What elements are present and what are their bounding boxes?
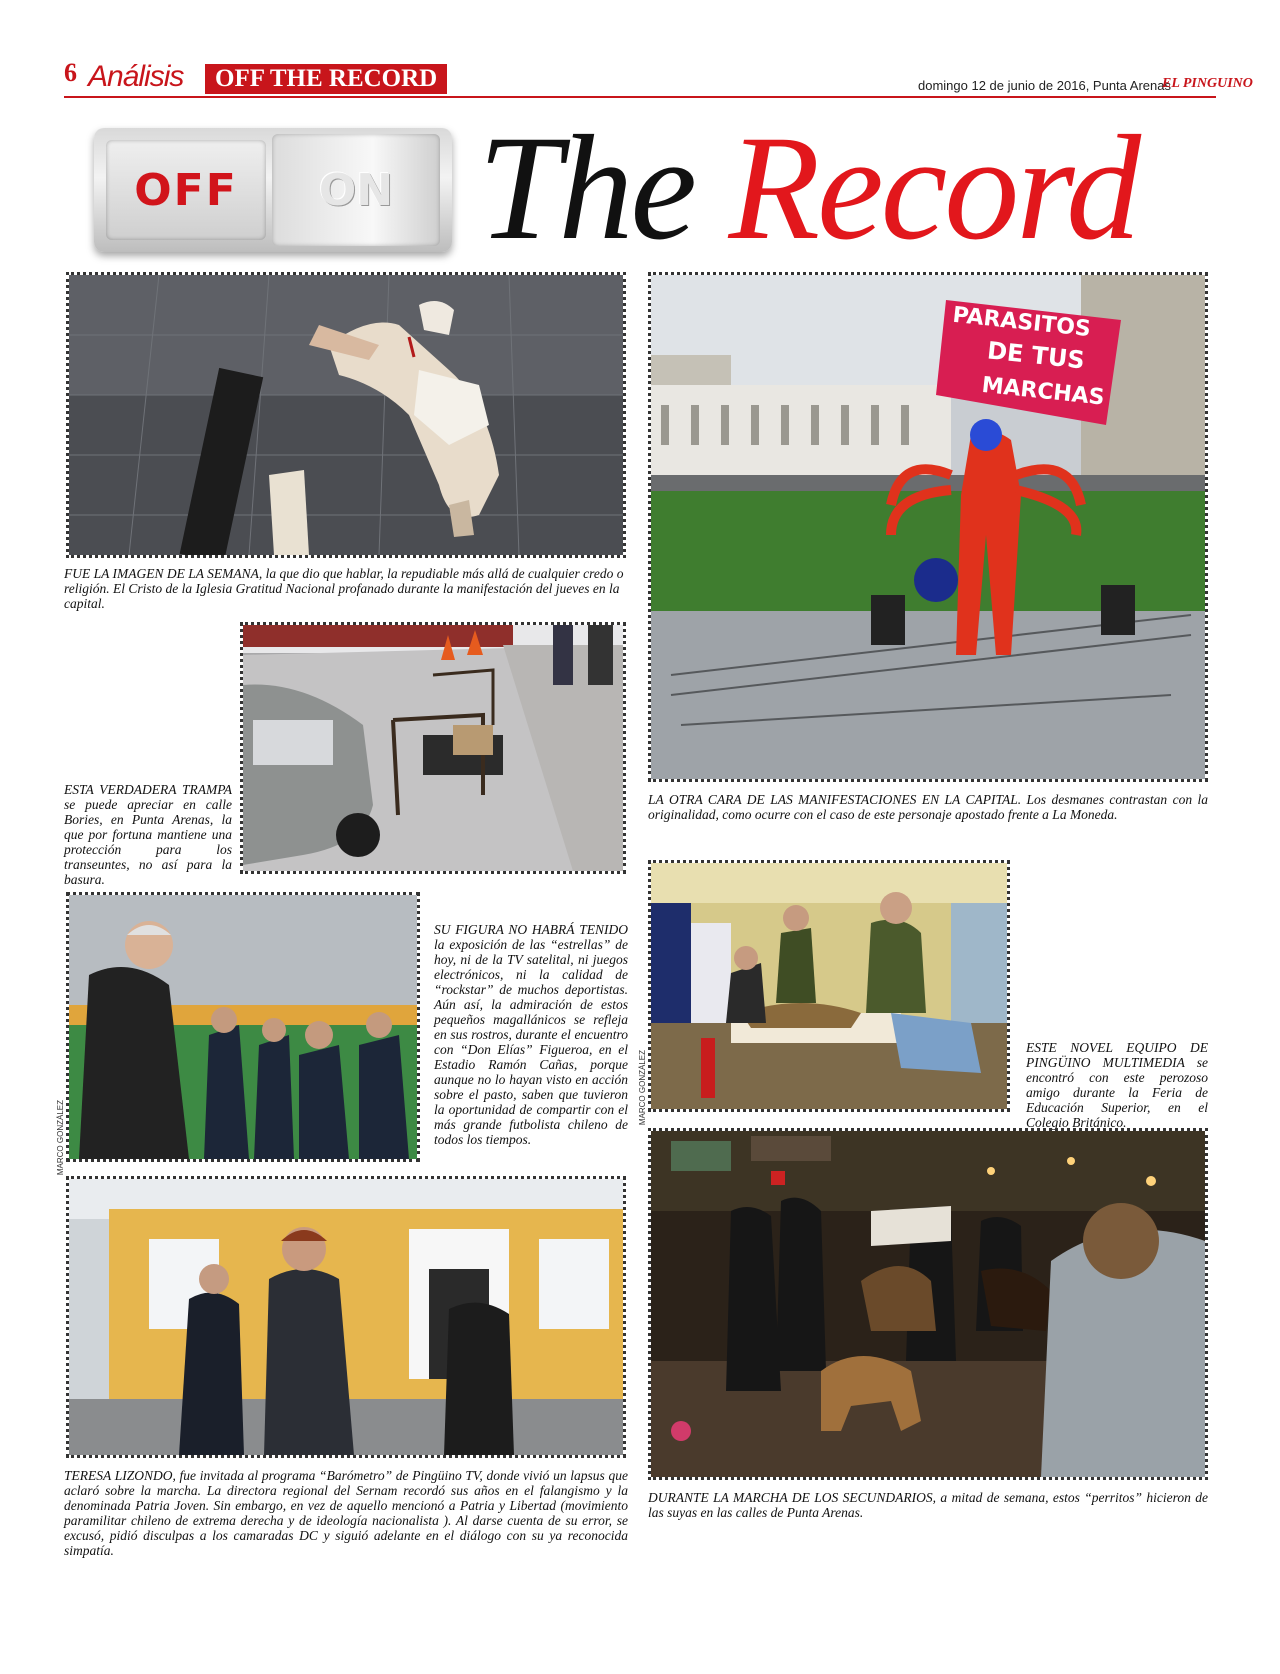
teresa-lizondo-image <box>69 1179 623 1455</box>
feria-educacion-image <box>651 863 1007 1109</box>
title-record: Record <box>728 105 1139 271</box>
photo-teresa-lizondo <box>66 1176 626 1458</box>
cristo-image <box>69 275 623 555</box>
trampa-image <box>243 625 623 871</box>
sign-text-line2: DE TUS <box>985 336 1087 375</box>
title-the: The <box>478 105 694 271</box>
photo-feria-educacion <box>648 860 1010 1112</box>
switch-off-label: OFF <box>106 140 266 240</box>
section-name: Análisis <box>88 60 184 93</box>
elias-figueroa-image <box>69 895 417 1159</box>
trampa-caption: ESTA VERDADERA TRAMPA se puede apreciar en calle Bories, en Punta Arenas, la que por fortuna mantiene una protección para los transeuntes, no así para la basura. <box>64 782 232 887</box>
sign-text-line3: MARCHAS <box>980 372 1106 411</box>
switch-on-label: ON <box>272 134 440 246</box>
cristo-caption: FUE LA IMAGEN DE LA SEMANA, la que dio que hablar, la repudiable más allá de cualquier credo o religión. El Cristo de la Iglesia Gratitud Nacional profanado durante la manifestación del jueves en la capital. <box>64 566 624 611</box>
perritos-marcha-caption: DURANTE LA MARCHA DE LOS SECUNDARIOS, a mitad de semana, estos “perritos” hicieron de las suyas en las calles de Punta Arenas. <box>648 1490 1208 1520</box>
section-tag: OFF THE RECORD <box>205 64 447 94</box>
photo-trampa <box>240 622 626 874</box>
perritos-marcha-image <box>651 1131 1205 1477</box>
feria-photo-credit: MARCO GONZÁLEZ <box>638 1050 647 1126</box>
page-number: 6 <box>64 58 77 87</box>
page-title <box>478 105 1139 271</box>
elias-figueroa-caption: SU FIGURA NO HABRÁ TENIDO la exposición de las “estrellas” de hoy, ni de la TV satelital, ni juegos electrónicos, ni la calidad de “rockstar” de muchos deportistas. Aún así, la admiración de estos pequeños magallánicos se refleja en sus rostros, durante el encuentro con “Don Elías” Figueroa, en el Estadio Ramón Cañas, porque aunque no lo hayan visto en acción sobre el pasto, saben que tuvieron la oportunidad de compartir con el más grande futbolista chileno de todos los tiempos. <box>434 922 628 1147</box>
la-moneda-caption: LA OTRA CARA DE LAS MANIFESTACIONES EN LA CAPITAL. Los desmanes contrastan con la originalidad, como ocurre con el caso de este personaje apostado frente a La Moneda. <box>648 792 1208 822</box>
newspaper-brand: EL PINGUINO <box>1162 76 1253 91</box>
figueroa-photo-credit: MARCO GONZÁLEZ <box>56 1100 65 1176</box>
header-date: domingo 12 de junio de 2016, Punta Arenas <box>918 78 1171 93</box>
photo-elias-figueroa <box>66 892 420 1162</box>
off-on-switch-graphic <box>94 128 452 252</box>
sign-text-line1: PARASITOS <box>951 302 1092 343</box>
photo-perritos-marcha <box>648 1128 1208 1480</box>
feria-educacion-caption: ESTE NOVEL EQUIPO DE PINGÜINO MULTIMEDIA se encontró con este perozoso amigo durante la Feria de Educación Superior, en el Colegio Británico. <box>1026 1040 1208 1130</box>
header-rule <box>64 96 1216 98</box>
la-moneda-image <box>651 275 1205 779</box>
photo-la-moneda <box>648 272 1208 782</box>
teresa-lizondo-caption: TERESA LIZONDO, fue invitada al programa “Barómetro” de Pingüino TV, donde vivió un lapsus que aclaró sobre la marcha. La directora regional del Sernam recordó sus años en el falangismo y la denominada Patria Joven. Sin embargo, en vez de aquello mencionó a Patria y Libertad (movimiento paramilitar chileno de extrema derecha y de ideología nacionalista ). Al darse cuenta de su error, se excusó, pidió disculpas a los camaradas DC y siguió adelante en el diálogo con su ya reconocida simpatía. <box>64 1468 628 1558</box>
photo-cristo <box>66 272 626 558</box>
